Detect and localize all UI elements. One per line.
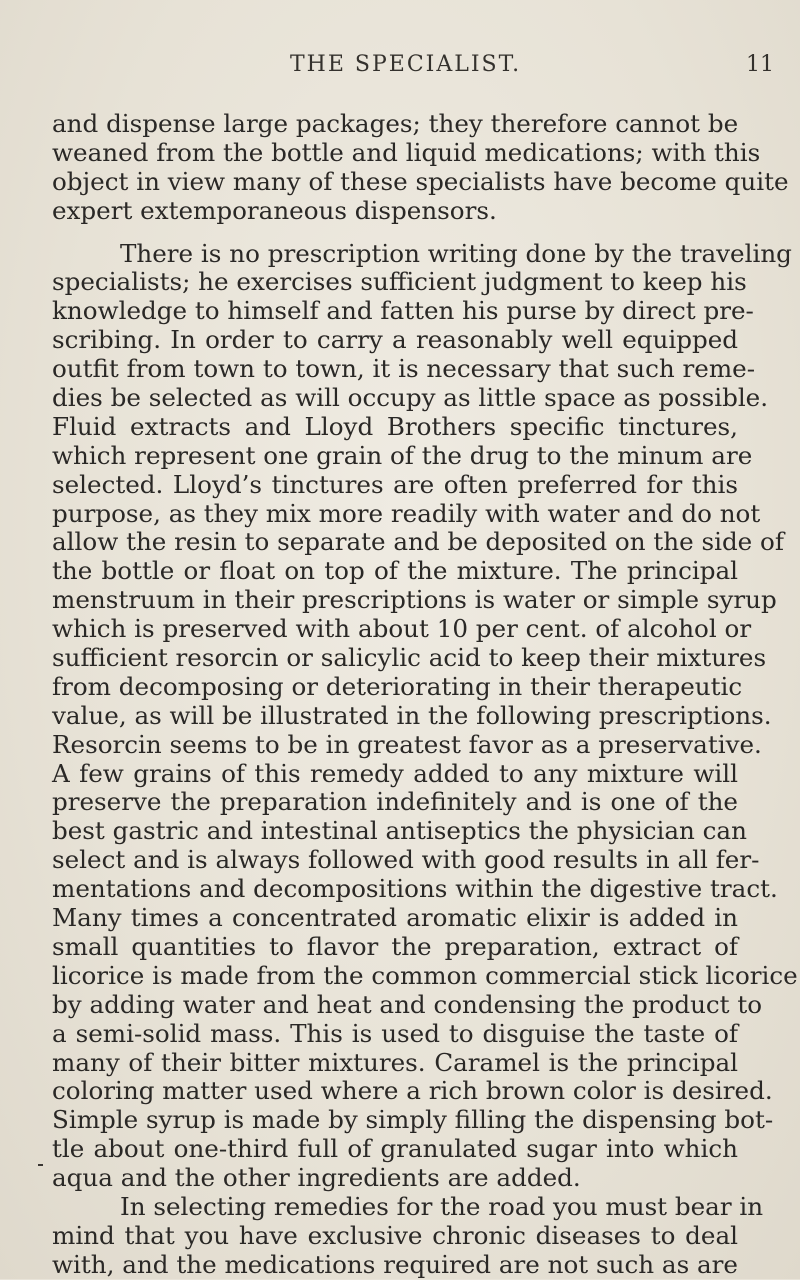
text-line: expert extemporaneous dispensors. <box>52 195 497 225</box>
text-line: Resorcin seems to be in greatest favor as a preservative. <box>52 729 762 759</box>
text-line: licorice is made from the common commercial stick licorice <box>52 960 798 990</box>
text-line: value, as will be illustrated in the following prescriptions. <box>52 700 772 730</box>
text-line: select and is always followed with good results in all fer- <box>52 845 760 875</box>
text-line: dies be selected as will occupy as little space as possible. <box>52 383 769 413</box>
paragraph-2 <box>52 238 798 1193</box>
running-head-title: THE SPECIALIST. <box>290 52 522 77</box>
text-line: mind that you have exclusive chronic diseases to deal <box>52 1220 738 1250</box>
text-line: knowledge to himself and fatten his purse by direct pre- <box>52 296 754 326</box>
text-line: sufficient resorcin or salicylic acid to keep their mixtures <box>52 643 767 673</box>
text-line: which represent one grain of the drug to the minum are <box>52 440 753 470</box>
paragraph-3 <box>52 1191 764 1280</box>
text-line: scribing. In order to carry a reasonably well equipped <box>52 325 738 355</box>
text-line: allow the resin to separate and be deposited on the side of <box>52 527 784 557</box>
text-line: menstruum in their prescriptions is water or simple syrup <box>52 585 777 615</box>
text-line: and dispense large packages; they therefore cannot be <box>52 109 739 138</box>
body-text <box>52 109 798 1280</box>
text-line: Simple syrup is made by simply filling the dispensing bot- <box>52 1105 774 1135</box>
text-line: a semi-solid mass. This is used to disguise the taste of <box>52 1018 738 1048</box>
text-line: Fluid extracts and Lloyd Brothers specific tinctures, <box>52 411 738 441</box>
text-line: mentations and decompositions within the digestive tract. <box>52 874 778 904</box>
text-line: aqua and the other ingredients are added. <box>52 1163 581 1193</box>
text-line: with, and the medications required are not such as are <box>52 1249 738 1279</box>
text-line: outfit from town to town, it is necessary that such reme- <box>52 354 755 384</box>
text-line: small quantities to flavor the preparation, extract of <box>52 931 738 961</box>
text-line: weaned from the bottle and liquid medications; with this <box>52 137 761 167</box>
text-line: Many times a concentrated aromatic elixir is added in <box>52 903 738 933</box>
text-line: In selecting remedies for the road you must bear in <box>120 1191 764 1221</box>
text-line: preserve the preparation indefinitely and is one of the <box>52 787 738 817</box>
text-line: by adding water and heat and condensing the product to <box>52 989 763 1019</box>
text-line: from decomposing or deteriorating in their therapeutic <box>52 671 743 701</box>
paragraph-1 <box>52 109 789 226</box>
text-line: purpose, as they mix more readily with water and do not <box>52 498 761 528</box>
text-line: best gastric and intestinal antiseptics the physician can <box>52 816 747 846</box>
text-line: tle about one-third full of granulated sugar into which <box>52 1134 738 1164</box>
text-line: coloring matter used where a rich brown color is desired. <box>52 1076 773 1106</box>
page-number: 11 <box>746 52 774 77</box>
running-head <box>0 52 800 82</box>
text-line: specialists; he exercises sufficient judgment to keep his <box>52 267 747 297</box>
text-line: There is no prescription writing done by the traveling <box>120 238 792 268</box>
text-line: which is preserved with about 10 per cent. of alcohol or <box>52 614 752 644</box>
text-line: many of their bitter mixtures. Caramel is the principal <box>52 1047 738 1077</box>
text-line: A few grains of this remedy added to any mixture will <box>52 758 738 788</box>
text-line: the bottle or float on top of the mixture. The principal <box>52 556 738 586</box>
text-line: object in view many of these specialists have become quite <box>52 166 789 196</box>
text-line: selected. Lloyd’s tinctures are often preferred for this <box>52 469 738 499</box>
stray-mark <box>38 1164 43 1166</box>
